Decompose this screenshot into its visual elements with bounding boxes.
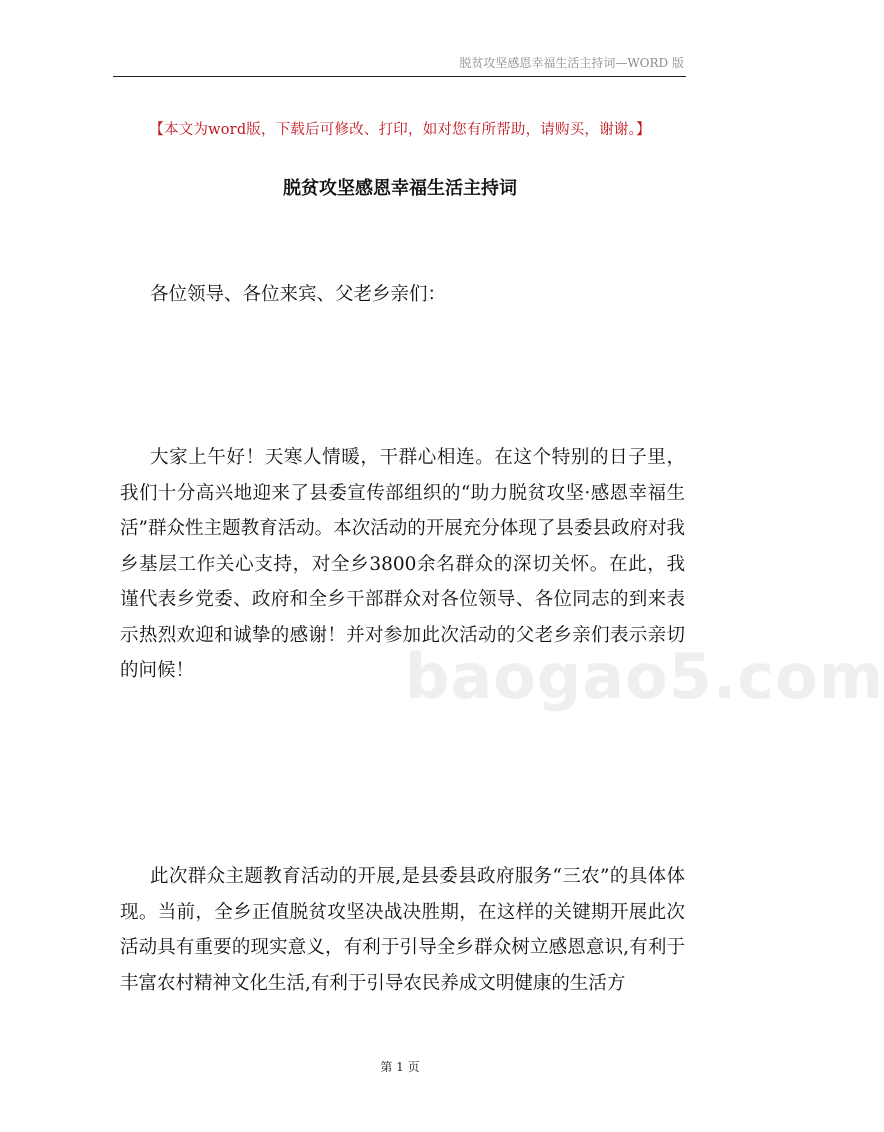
document-title: 脱贫攻坚感恩幸福生活主持词 (283, 178, 517, 199)
page-number: 第 1 页 (380, 1060, 420, 1074)
header-divider (113, 76, 686, 77)
body-paragraph-greeting: 大家上午好！天寒人情暖，干群心相连。在这个特别的日子里，我们十分高兴地迎来了县委宣传部组织的“助力脱贫攻坚·感恩幸福生活”群众性主题教育活动。本次活动的开展充分体现了县委县政府对我乡基层工作关心支持，对全乡3800余名群众的深切关怀。在此，我谨代表乡党委、政府和全乡干部群众对各位领导、各位同志的到来表示热烈欢迎和诚挚的感谢！并对参加此次活动的父老乡亲们表示亲切的问候！ (120, 447, 685, 681)
body-paragraph-significance: 此次群众主题教育活动的开展,是县委县政府服务“三农”的具体体现。当前，全乡正值脱贫攻坚决战决胜期，在这样的关键期开展此次活动具有重要的现实意义，有利于引导全乡群众树立感恩意识,有利于丰富农村精神文化生活,有利于引导农民养成文明健康的生活方 (120, 866, 685, 994)
site-watermark: baogao5.com (405, 640, 884, 713)
running-header: 脱贫攻坚感恩幸福生活主持词—WORD 版 (459, 56, 684, 70)
purchase-notice: 【本文为word版，下载后可修改、打印，如对您有所帮助，请购买，谢谢。】 (149, 122, 651, 138)
salutation-paragraph: 各位领导、各位来宾、父老乡亲们： (150, 284, 447, 305)
